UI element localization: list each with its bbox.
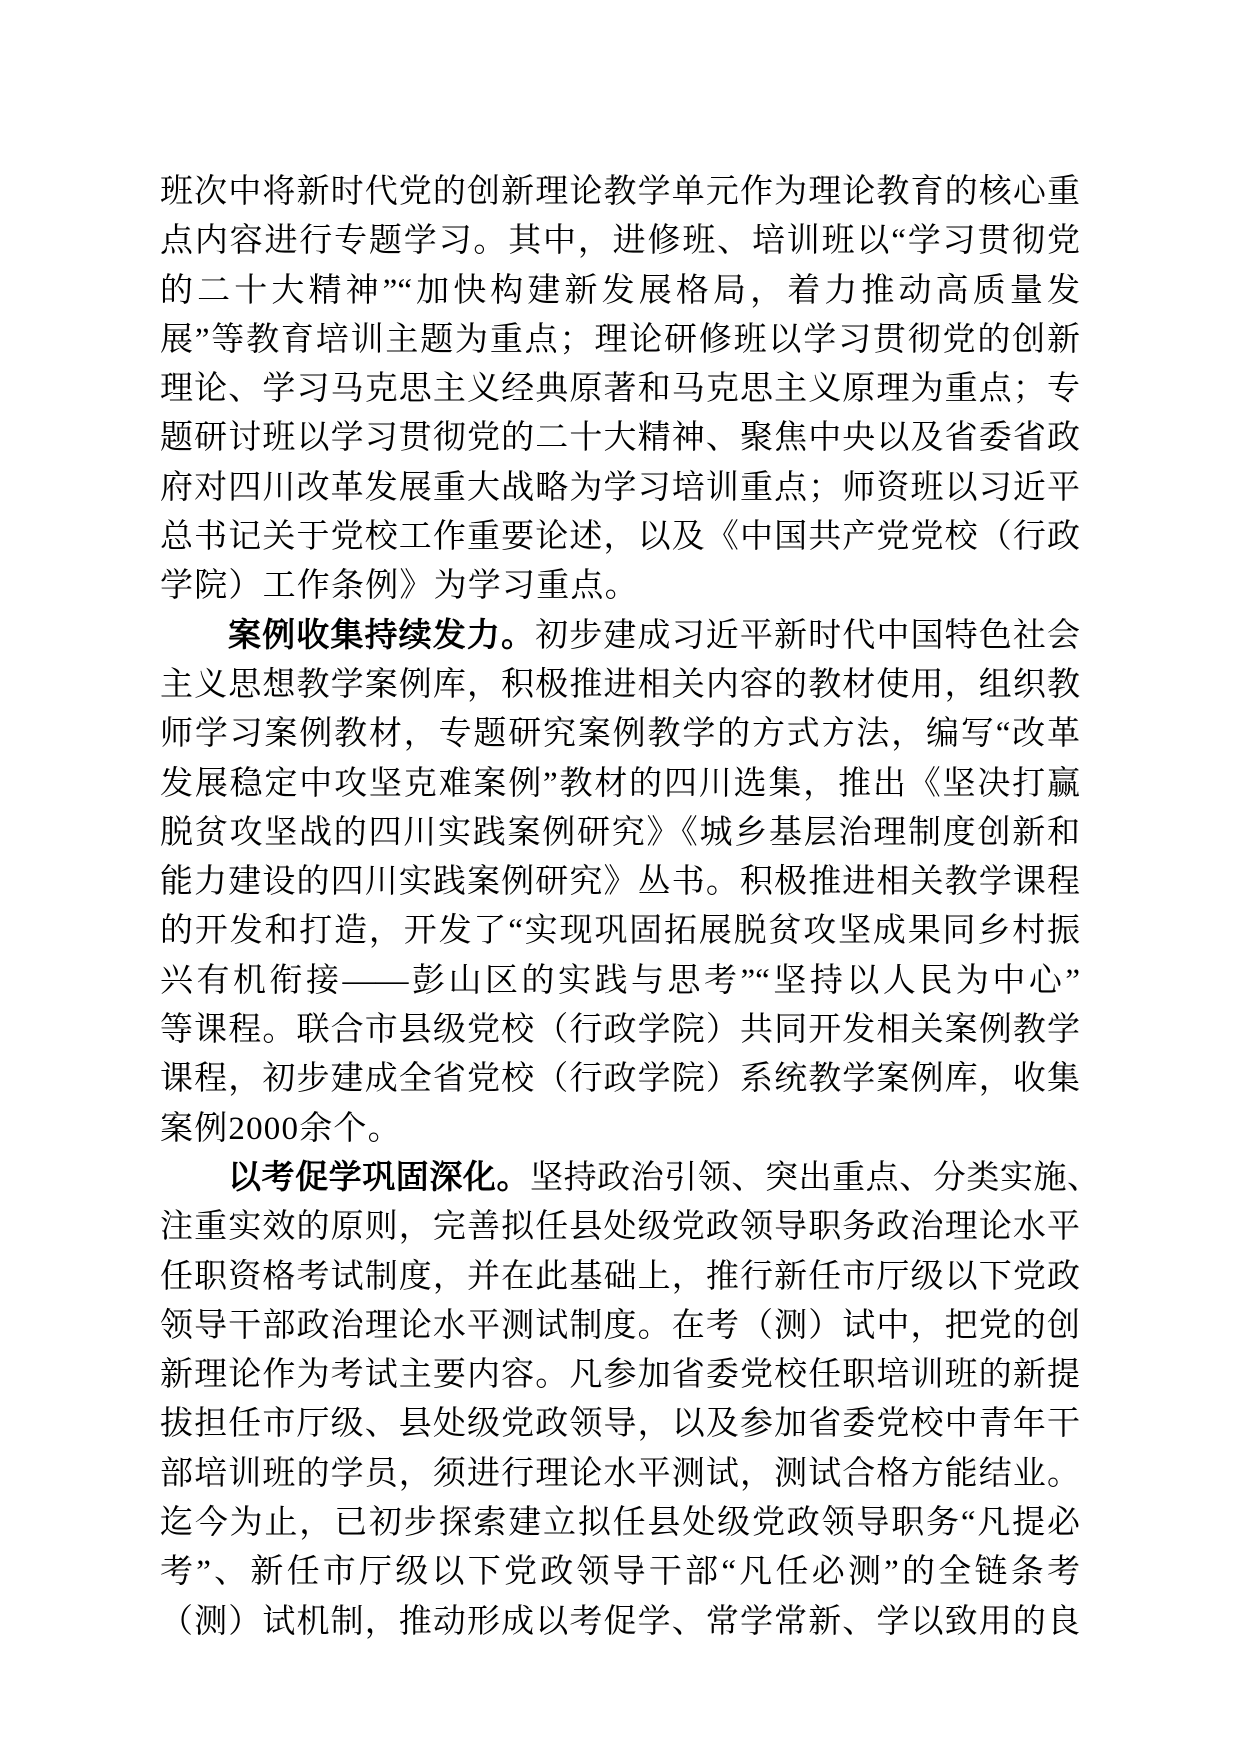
paragraph-line: 的二十大精神”“加快构建新发展格局，着力推动高质量发 bbox=[160, 272, 1080, 309]
paragraph-first-line bbox=[160, 612, 1080, 661]
paragraph-line: 题研讨班以学习贯彻党的二十大精神、聚焦中央以及省委省政 bbox=[160, 420, 1080, 457]
paragraph-line: 理论、学习马克思主义经典原著和马克思主义原理为重点；专 bbox=[160, 371, 1080, 408]
paragraph-first-line bbox=[160, 1154, 1100, 1203]
document-body bbox=[160, 168, 1101, 1647]
paragraph-line: 任职资格考试制度，并在此基础上，推行新任市厅级以下党政 bbox=[160, 1258, 1080, 1295]
paragraph-line: 等课程。联合市县级党校（行政学院）共同开发相关案例教学 bbox=[160, 1012, 1080, 1049]
paragraph-line: 能力建设的四川实践案例研究》丛书。积极推进相关教学课程 bbox=[160, 864, 1080, 901]
paragraph-last-line: 案例2000余个。 bbox=[160, 1110, 402, 1147]
paragraph-line: 脱贫攻坚战的四川实践案例研究》《城乡基层治理制度创新和 bbox=[160, 814, 1080, 851]
paragraph-line: 主义思想教学案例库，积极推进相关内容的教材使用，组织教 bbox=[160, 666, 1080, 703]
paragraph-exam-promotion bbox=[160, 1154, 1101, 1647]
paragraph-line: （测）试机制，推动形成以考促学、常学常新、学以致用的良 bbox=[160, 1603, 1080, 1640]
paragraph-last-line: 学院）工作条例》为学习重点。 bbox=[160, 568, 639, 605]
paragraph-line: 府对四川改革发展重大战略为学习培训重点；师资班以习近平 bbox=[160, 469, 1080, 506]
paragraph-line: 领导干部政治理论水平测试制度。在考（测）试中，把党的创 bbox=[160, 1307, 1080, 1344]
paragraph-line-text: 初步建成习近平新时代中国特色社会 bbox=[535, 617, 1080, 654]
paragraph-line: 发展稳定中攻坚克难案例”教材的四川选集，推出《坚决打赢 bbox=[160, 765, 1080, 802]
paragraph-line: 师学习案例教材，专题研究案例教学的方式方法，编写“改革 bbox=[160, 716, 1080, 753]
paragraph-line: 的开发和打造，开发了“实现巩固拓展脱贫攻坚成果同乡村振 bbox=[160, 913, 1080, 950]
paragraph-line: 考”、新任市厅级以下党政领导干部“凡任必测”的全链条考 bbox=[160, 1554, 1080, 1591]
paragraph-curriculum bbox=[160, 168, 1080, 612]
paragraph-line: 注重实效的原则，完善拟任县处级党政领导职务政治理论水平 bbox=[160, 1209, 1080, 1246]
paragraph-line: 拔担任市厅级、县处级党政领导，以及参加省委党校中青年干 bbox=[160, 1406, 1080, 1443]
paragraph-lead-heading: 案例收集持续发力。 bbox=[228, 617, 536, 654]
paragraph-line: 班次中将新时代党的创新理论教学单元作为理论教育的核心重 bbox=[160, 174, 1080, 210]
paragraph-line: 点内容进行专题学习。其中，进修班、培训班以“学习贯彻党 bbox=[160, 223, 1080, 260]
paragraph-line: 部培训班的学员，须进行理论水平测试，测试合格方能结业。 bbox=[160, 1455, 1080, 1492]
paragraph-line-text: 坚持政治引领、突出重点、分类实施、 bbox=[530, 1159, 1101, 1196]
paragraph-line: 新理论作为考试主要内容。凡参加省委党校任职培训班的新提 bbox=[160, 1357, 1080, 1394]
paragraph-line: 兴有机衔接——彭山区的实践与思考”“坚持以人民为中心” bbox=[160, 962, 1080, 999]
paragraph-line: 迄今为止，已初步探索建立拟任县处级党政领导职务“凡提必 bbox=[160, 1505, 1080, 1542]
paragraph-line: 展”等教育培训主题为重点；理论研修班以学习贯彻党的创新 bbox=[160, 321, 1080, 358]
paragraph-line: 总书记关于党校工作重要论述，以及《中国共产党党校（行政 bbox=[160, 519, 1080, 556]
paragraph-lead-heading: 以考促学巩固深化。 bbox=[228, 1159, 531, 1196]
paragraph-case-collection bbox=[160, 612, 1080, 1154]
paragraph-line: 课程，初步建成全省党校（行政学院）系统教学案例库，收集 bbox=[160, 1061, 1080, 1098]
